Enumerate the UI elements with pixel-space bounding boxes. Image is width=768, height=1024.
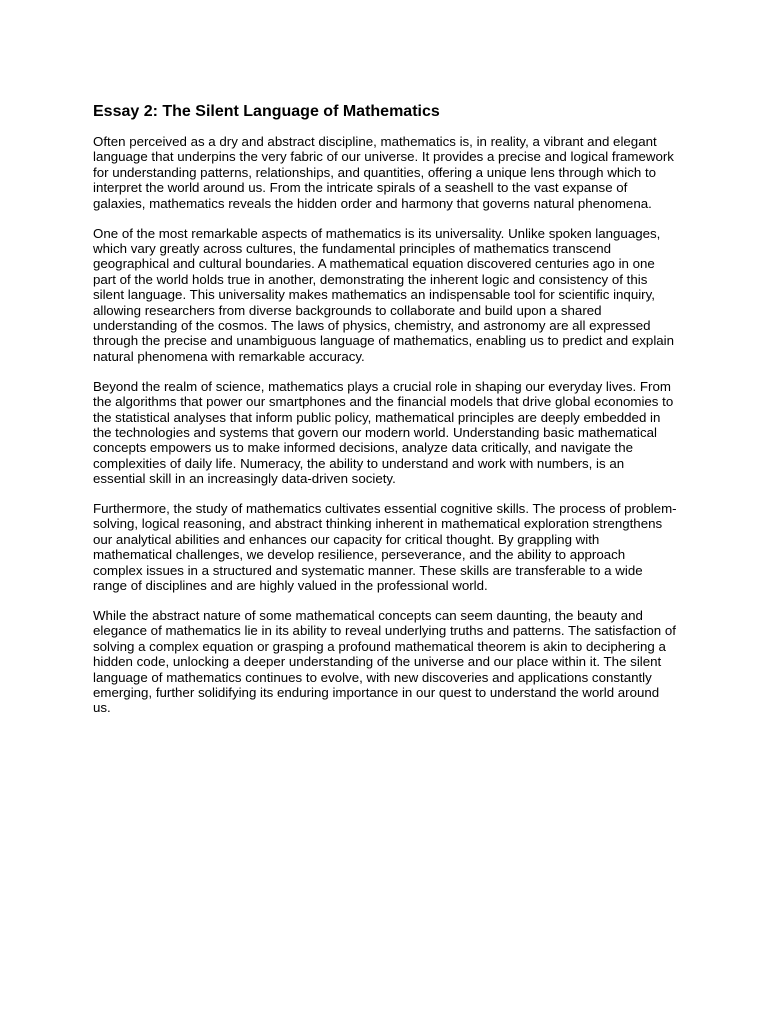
- paragraph-5: While the abstract nature of some mathematical concepts can seem daunting, the beauty and elegance of mathematics lie in its ability to reveal underlying truths and patterns. The satisfaction of solving a complex equation or grasping a profound mathematical theorem is akin to deciphering a hidden code, unlocking a deeper understanding of the universe and our place within it. The silent language of mathematics continues to evolve, with new discoveries and applications constantly emerging, further solidifying its enduring importance in our quest to understand the world around us.: [93, 607, 676, 716]
- paragraph-4: Furthermore, the study of mathematics cultivates essential cognitive skills. The process of problem-solving, logical reasoning, and abstract thinking inherent in mathematical exploration strengthens our analytical abilities and enhances our capacity for critical thought. By grappling with mathematical challenges, we develop resilience, perseverance, and the ability to approach complex issues in a structured and systematic manner. These skills are transferable to a wide range of disciplines and are highly valued in the professional world.: [93, 501, 677, 594]
- paragraph-1: Often perceived as a dry and abstract discipline, mathematics is, in reality, a vibrant and elegant language that underpins the very fabric of our universe. It provides a precise and logical framework for understanding patterns, relationships, and quantities, offering a unique lens through which to interpret the world around us. From the intricate spirals of a seashell to the vast expanse of galaxies, mathematics reveals the hidden order and harmony that governs natural phenomena.: [93, 134, 674, 211]
- paragraph-2: One of the most remarkable aspects of mathematics is its universality. Unlike spoken languages, which vary greatly across cultures, the fundamental principles of mathematics transcend geographical and cultural boundaries. A mathematical equation discovered centuries ago in one part of the world holds true in another, demonstrating the inherent logic and consistency of this silent language. This universality makes mathematics an indispensable tool for scientific inquiry, allowing researchers from diverse backgrounds to collaborate and build upon a shared understanding of the cosmos. The laws of physics, chemistry, and astronomy are all expressed through the precise and unambiguous language of mathematics, enabling us to predict and explain natural phenomena with remarkable accuracy.: [93, 225, 675, 364]
- essay-title: Essay 2: The Silent Language of Mathematics: [93, 103, 440, 120]
- paragraph-3: Beyond the realm of science, mathematics plays a crucial role in shaping our everyday lives. From the algorithms that power our smartphones and the financial models that drive global economies to the statistical analyses that inform public policy, mathematical principles are deeply embedded in the technologies and systems that govern our modern world. Understanding basic mathematical concepts empowers us to make informed decisions, analyze data critically, and navigate the complexities of daily life. Numeracy, the ability to understand and work with numbers, is an essential skill in an increasingly data-driven society.: [93, 378, 674, 487]
- essay-body: [93, 134, 675, 716]
